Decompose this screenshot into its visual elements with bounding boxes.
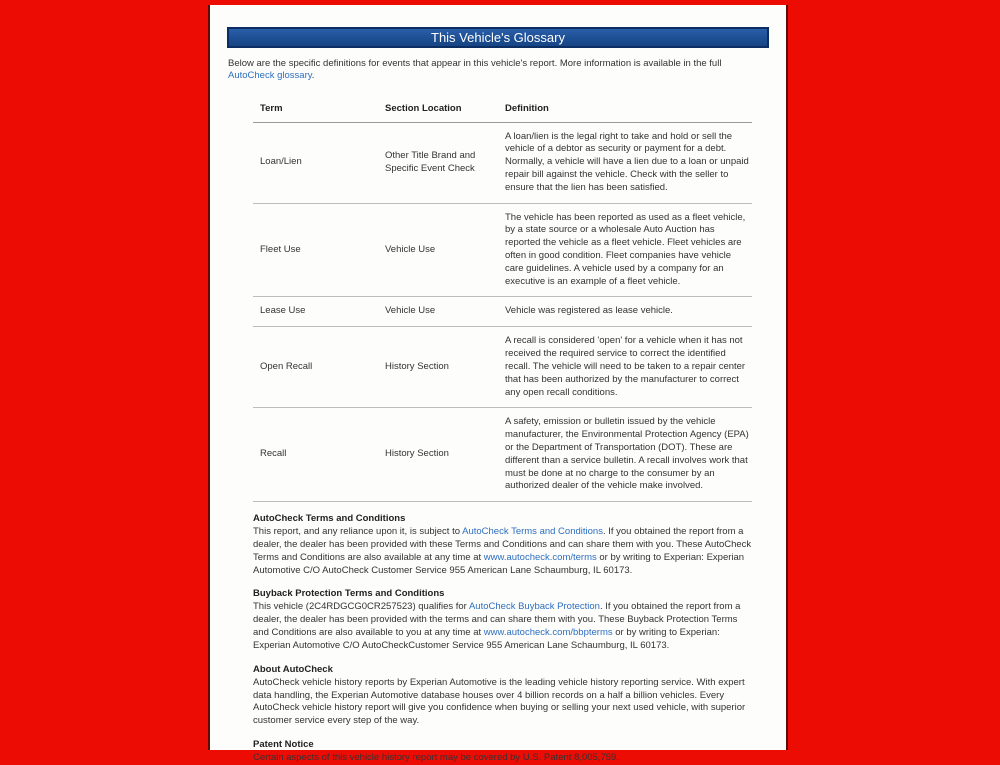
table-row (253, 203, 752, 297)
section-location-cell: Vehicle Use (385, 203, 505, 297)
footer-sections (253, 513, 753, 765)
term-cell: Recall (253, 408, 385, 502)
table-header-row (253, 100, 752, 122)
page-title: This Vehicle's Glossary (431, 30, 565, 45)
glossary-header-bar (227, 27, 769, 48)
terms-text: . If you obtained the report from a dealer, the dealer has been provided with these Terms and Conditions and can share them with you. These AutoCheck Terms and Conditions are also available at any time at (253, 526, 752, 563)
section-location-cell: History Section (385, 408, 505, 502)
definition-cell: A safety, emission or bulletin issued by the vehicle manufacturer, the Environmental Protection Agency (EPA) or the Department of Transportation (DOT). These are different than a service bulletin. A recall involves work that must be done at no charge to the consumer by an authorized dealer of the vehicle make involved. (505, 408, 752, 502)
intro-text-before: Below are the specific definitions for events that appear in this vehicle's report. More information is available in the full (228, 58, 722, 69)
glossary-table (253, 100, 752, 503)
autocheck-terms-url-link[interactable]: www.autocheck.com/terms (483, 551, 597, 563)
patent-body: Certain aspects of this vehicle history report may be covered by U.S. Patent 8,005,759. (253, 751, 619, 763)
term-cell: Fleet Use (253, 203, 385, 297)
about-autocheck-section (253, 664, 753, 728)
definition-cell: A loan/lien is the legal right to take and hold or sell the vehicle of a debtor as security or payment for a debt. Normally, a vehicle will have a lien due to a loan or unpaid repair bill against the vehicle. Check with the seller to ensure that the lien has been satisfied. (505, 122, 752, 203)
report-page (208, 5, 788, 763)
terms-text: This report, and any reliance upon it, is subject to (253, 526, 463, 538)
buyback-text: or by writing to Experian: Experian Automotive C/O AutoCheckCustomer Service 955 American Lane Schaumburg, IL 60173. (253, 627, 720, 651)
table-row (253, 408, 752, 502)
section-location-cell: History Section (385, 327, 505, 408)
patent-notice-section (253, 739, 753, 765)
buyback-text: This vehicle (2C4RDGCG0CR257523) qualifies for (253, 601, 469, 613)
table-row (253, 297, 752, 327)
autocheck-glossary-link[interactable]: AutoCheck glossary (228, 70, 312, 82)
column-header-term: Term (253, 100, 385, 122)
section-location-cell: Other Title Brand and Specific Event Check (385, 122, 505, 203)
definition-cell: Vehicle was registered as lease vehicle. (505, 297, 752, 327)
intro-text-after: . (311, 70, 315, 82)
term-cell: Loan/Lien (253, 122, 385, 203)
term-cell: Open Recall (253, 327, 385, 408)
column-header-section-location: Section Location (385, 100, 505, 122)
buyback-protection-section (253, 588, 753, 652)
buyback-protection-link[interactable]: AutoCheck Buyback Protection (468, 601, 600, 613)
terms-and-conditions-section (253, 513, 753, 577)
terms-body (253, 526, 753, 577)
terms-and-conditions-link[interactable]: AutoCheck Terms and Conditions (462, 526, 603, 538)
buyback-body (253, 601, 753, 652)
terms-text: or by writing to Experian: Experian Automotive C/O AutoCheck Customer Service 955 American Lane Schaumburg, IL 60173. (253, 551, 745, 576)
buyback-text: . If you obtained the report from a dealer, the dealer has been provided with the terms and can share them with you. These Buyback Protection Terms and Conditions are also available to you at any time at (253, 601, 741, 639)
intro-text (228, 58, 770, 83)
bbpterms-url-link[interactable]: www.autocheck.com/bbpterms (483, 627, 613, 639)
table-row (253, 327, 752, 408)
terms-heading: AutoCheck Terms and Conditions (253, 513, 406, 525)
definition-cell: A recall is considered 'open' for a vehicle when it has not received the required service to correct the identified recall. The vehicle will need to be taken to a repair center that has been authorized by the manufacturer to correct any open recall conditions. (505, 327, 752, 408)
table-row (253, 122, 752, 203)
about-body: AutoCheck vehicle history reports by Experian Automotive is the leading vehicle history reporting service. With expert data handling, the Experian Automotive database houses over 4 billion records on a half a billion vehicles. Every AutoCheck vehicle history report will give you confidence when buying or selling your next used vehicle, with superior customer service every step of the way. (253, 676, 746, 727)
about-heading: About AutoCheck (253, 663, 333, 675)
buyback-heading: Buyback Protection Terms and Conditions (253, 588, 445, 600)
patent-heading: Patent Notice (253, 738, 314, 750)
term-cell: Lease Use (253, 297, 385, 327)
definition-cell: The vehicle has been reported as used as a fleet vehicle, by a state source or a wholesale Auto Auction has reported the vehicle as a fleet vehicle. Fleet vehicles are often in good condition. Fleet companies have vehicle care guidelines. A vehicle used by a company for an executive is an example of a fleet vehicle. (505, 203, 752, 297)
column-header-definition: Definition (505, 100, 752, 122)
section-location-cell: Vehicle Use (385, 297, 505, 327)
